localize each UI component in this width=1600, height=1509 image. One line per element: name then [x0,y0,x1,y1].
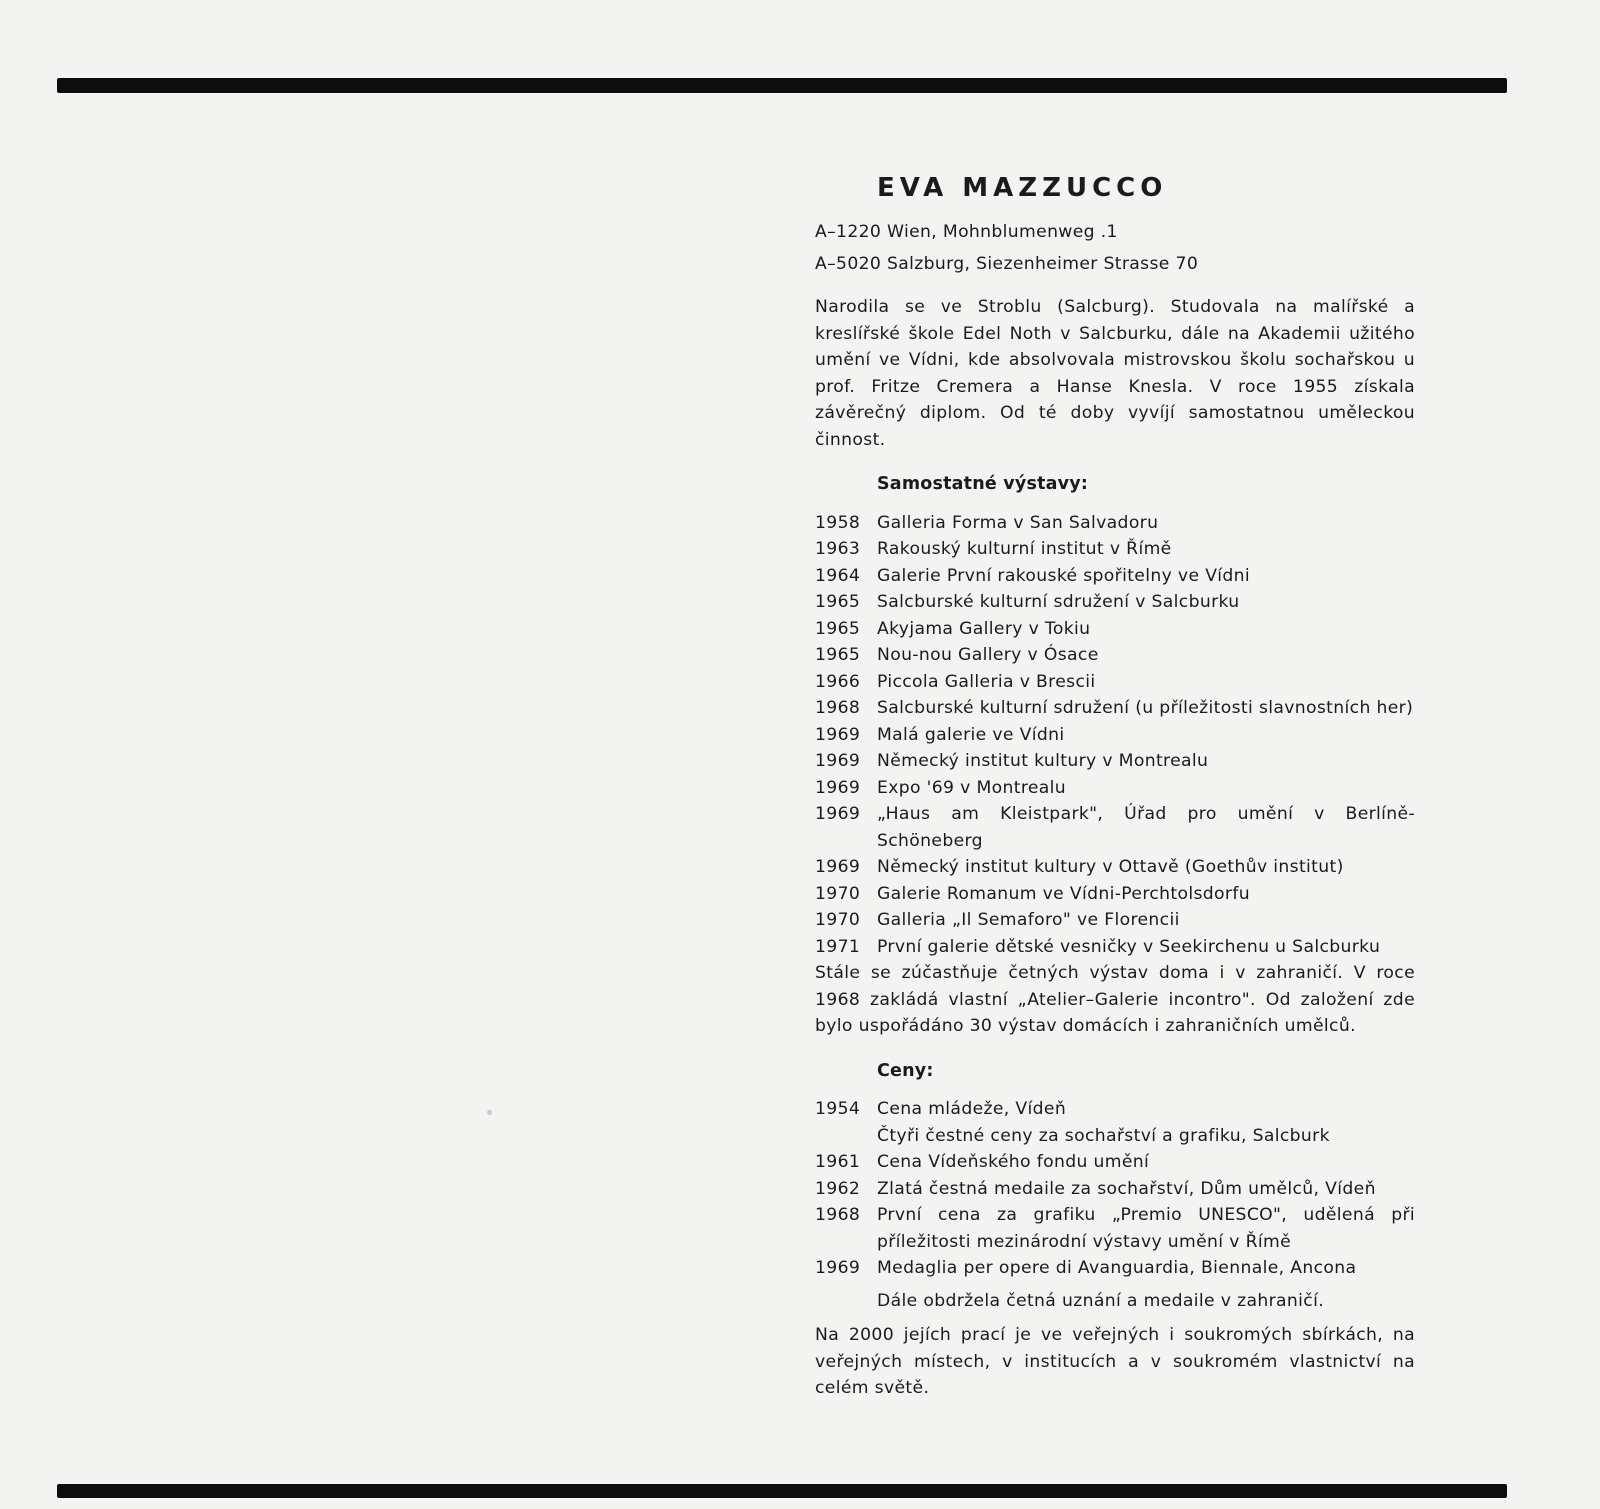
exhibition-year: 1964 [815,565,861,586]
exhibitions-heading: Samostatné výstavy: [877,474,1089,494]
exhibition-year: 1969 [815,777,861,798]
award-extra-entry [815,1288,1415,1315]
exhibition-text: Salcburské kulturní sdružení (u příležitosti slavnostních her) [877,698,1414,718]
exhibition-entry [815,536,1415,563]
award-year: 1969 [815,1258,861,1278]
bottom-rule [57,1484,1507,1498]
award-year: 1961 [815,1152,861,1172]
exhibition-year: 1965 [815,592,861,612]
exhibitions-note: Stále se zúčastňuje četných výstav doma i v zahraničí. V roce 1968 zakládá vlastní „Atelier–Galerie incontro". Od založení zde bylo uspořádáno 30 výstav domácích i zahraničních umělců. [815,963,1415,1036]
exhibition-year: 1970 [815,883,861,904]
exhibition-text: Německý institut kultury v Montrealu [877,751,1209,771]
exhibition-entry [815,563,1415,590]
exhibition-year: 1965 [815,645,861,665]
address-vienna: A–1220 Wien, Mohnblumenweg .1 [815,222,1118,242]
biography-paragraph: Narodila se ve Stroblu (Salcburg). Studovala na malířské a kreslířské škole Edel Noth v Salcburku, dále na Akademii užitého umění ve Vídni, kde absolvovala mistrovskou školu sochařskou u prof. Fritze Cremera a Hanse Knesla. V roce 1955 získala závěrečný diplom. Od té doby vyvíjí samostatnou uměleckou činnost. [815,297,1415,450]
awards-extra-text: Dále obdržela četná uznání a medaile v zahraničí. [877,1290,1325,1311]
address-salzburg: A–5020 Salzburg, Siezenheimer Strasse 70 [815,254,1199,274]
exhibition-text: Rakouský kulturní institut v Římě [877,539,1172,559]
award-year: 1962 [815,1178,861,1199]
award-entry [815,1176,1415,1203]
exhibition-year: 1966 [815,671,861,692]
exhibition-year: 1971 [815,936,861,957]
exhibition-year: 1958 [815,512,861,533]
closing-paragraph: Na 2000 jejích prací je ve veřejných i soukromých sbírkách, na veřejných místech, v institucích a v soukromém vlastnictví na celém světě. [815,1325,1415,1398]
exhibition-text: Galerie Romanum ve Vídni-Perchtolsdorfu [877,883,1250,904]
exhibition-entry [815,881,1415,908]
paper-spot [487,1110,492,1115]
award-text: Medaglia per opere di Avanguardia, Biennale, Ancona [877,1258,1357,1278]
award-entry [815,1255,1415,1282]
awards-heading: Ceny: [877,1060,934,1081]
award-entry [815,1149,1415,1176]
exhibition-year: 1969 [815,724,861,745]
award-year: 1968 [815,1205,861,1225]
exhibition-entry [815,934,1415,961]
exhibition-text: Galerie První rakouské spořitelny ve Vídni [877,565,1251,586]
exhibition-text: Malá galerie ve Vídni [877,724,1065,745]
exhibition-entry [815,801,1415,854]
award-text: První cena za grafiku „Premio UNESCO", udělená při příležitosti mezinárodní výstavy umění v Římě [877,1205,1415,1252]
exhibition-entry [815,722,1415,749]
award-text: Cena Vídeňského fondu umění [877,1152,1150,1172]
exhibition-text: Galleria „Il Semaforo" ve Florencii [877,910,1180,930]
exhibitions-list [815,510,1415,961]
exhibition-year: 1969 [815,751,861,771]
exhibition-year: 1970 [815,910,861,930]
award-year: 1954 [815,1099,861,1119]
exhibition-entry [815,642,1415,669]
exhibition-year: 1963 [815,539,861,559]
exhibition-entry [815,510,1415,537]
exhibition-year: 1968 [815,698,861,718]
awards-list [815,1096,1415,1314]
exhibition-entry [815,854,1415,881]
exhibition-entry [815,695,1415,722]
exhibition-text: Salcburské kulturní sdružení v Salcburku [877,592,1240,612]
exhibition-text: Nou-nou Gallery v Ósace [877,645,1099,665]
award-entry [815,1202,1415,1255]
exhibition-text: „Haus am Kleistpark", Úřad pro umění v Berlíně-Schöneberg [877,804,1415,851]
award-year [815,1123,877,1150]
award-text: Zlatá čestná medaile za sochařství, Dům umělců, Vídeň [877,1178,1376,1199]
artist-name: EVA MAZZUCCO [877,173,1168,203]
award-entry [815,1123,1415,1150]
exhibition-year: 1965 [815,618,861,639]
exhibition-text: Piccola Galleria v Brescii [877,671,1096,692]
exhibition-entry [815,589,1415,616]
exhibition-year: 1969 [815,857,861,877]
exhibition-year: 1969 [815,804,861,824]
award-text: Cena mládeže, Vídeň [877,1099,1067,1119]
exhibition-text: Expo '69 v Montrealu [877,777,1067,798]
artist-text-column [815,170,1415,1402]
exhibition-entry [815,669,1415,696]
exhibition-text: První galerie dětské vesničky v Seekirchenu u Salcburku [877,936,1381,957]
exhibition-text: Německý institut kultury v Ottavě (Goethův institut) [877,857,1344,877]
exhibition-text: Galleria Forma v San Salvadoru [877,512,1159,533]
top-rule [57,78,1507,93]
award-text: Čtyři čestné ceny za sochařství a grafiku, Salcburk [877,1125,1330,1146]
exhibition-entry [815,907,1415,934]
exhibition-text: Akyjama Gallery v Tokiu [877,618,1091,639]
exhibition-entry [815,748,1415,775]
exhibition-entry [815,775,1415,802]
award-entry [815,1096,1415,1123]
exhibition-entry [815,616,1415,643]
address-block [815,216,1415,280]
